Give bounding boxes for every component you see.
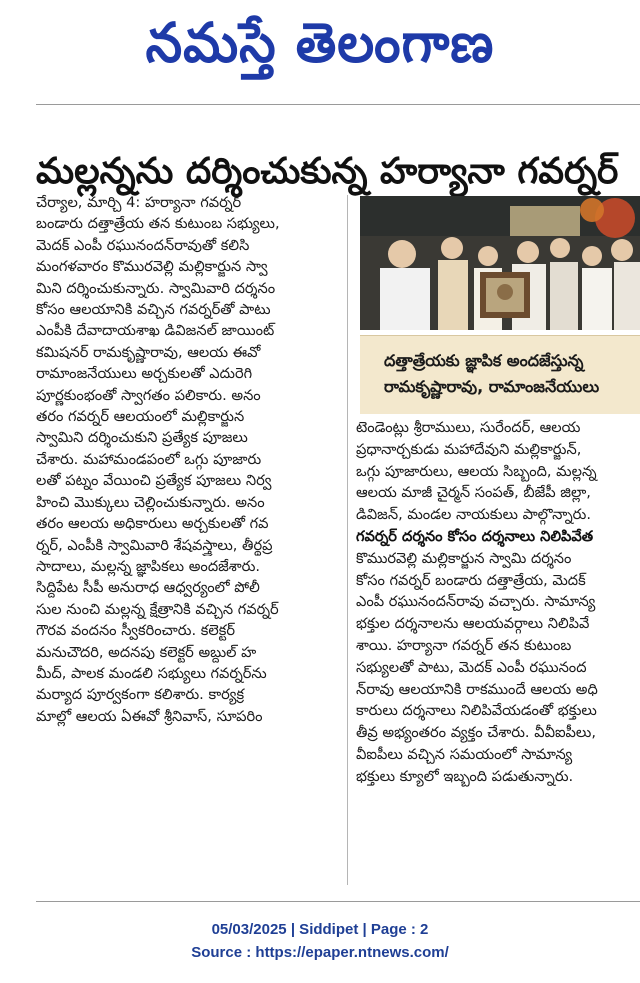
column-divider [347,195,348,885]
body-line: ఎంపీకి దేవాదాయశాఖ డివిజనల్ జాయింట్ [36,322,275,340]
body-line: రామాంజనేయులు అర్చకులతో ఎదురెగి [36,365,253,383]
body-line: శాయి. హర్యానా గవర్నర్ తన కుటుంబ [356,636,572,654]
body-line: లతో పట్నం వేయించి ప్రత్యేక పూజలు నిర్వ [36,472,272,490]
body-line: తీవ్ర అభ్యంతరం వ్యక్తం చేశారు. వీవీఐపీలు, [356,724,596,742]
source-link[interactable]: Source : https://epaper.ntnews.com/ [191,944,449,961]
page-footer [0,918,640,964]
body-line: కోసం గవర్నర్ బండారు దత్తాత్రేయ, మెదక్ [356,571,586,589]
body-line: గౌరవ వందనం స్వీకరించారు. కలెక్టర్ [36,622,235,640]
body-line: ఒగ్గు పూజారులు, ఆలయ సిబ్బంది, మల్లన్న [356,462,597,480]
body-line: మర్యాద పూర్వకంగా కలిశారు. కార్యక్ర [36,686,245,704]
body-line: వీఐపీలు వచ్చిన సమయంలో సామాన్య [356,745,573,763]
body-line: మనుచౌదరి, అదనపు కలెక్టర్ అబ్దుల్ హ [36,643,257,661]
top-divider [36,104,640,105]
body-line: కొమురవెల్లి మల్లికార్జున స్వామి దర్శనం [356,549,572,567]
body-line: మిని దర్శించుకున్నారు. స్వామివారి దర్శనం [36,279,276,297]
newspaper-logo: నమస్తే తెలంగాణ [145,11,495,75]
body-line: తరం ఆలయ అధికారులు అర్చకులతో గవ [36,515,269,533]
body-line: ర్నర్, ఎంపీకి స్వామివారి శేషవస్త్రాలు, తీర్థప్ర [36,536,273,554]
body-line: సుల నుంచి మల్లన్న క్షేత్రానికి వచ్చిన గవర్నర్ [36,600,279,618]
body-line: ఆలయ మాజీ చైర్మన్ సంపత్, బీజేపీ జిల్లా, [356,484,591,502]
body-line: డివిజన్, మండల నాయకులు పాల్గొన్నారు. [356,506,591,524]
article-headline: మల్లన్నను దర్శించుకున్న హర్యానా గవర్నర్ [36,151,619,193]
body-line: సభ్యులతో పాటు, మెదక్ ఎంపీ రఘునంద [356,658,587,676]
body-line: మెదక్ ఎంపీ రఘునందన్‌రావుతో కలిసి [36,236,250,254]
body-line: సిద్దిపేట సీపీ అనురాధ ఆధ్వర్యంలో పోలీ [36,579,260,597]
body-line: మంగళవారం కొమురవెల్లి మల్లికార్జున స్వా [36,258,268,276]
edition-info: 05/03/2025 | Siddipet | Page : 2 [211,921,429,938]
caption-line: రామకృష్ణారావు, రామాంజనేయులు [384,377,600,396]
body-line: కారులు దర్శనాలు నిలిపివేయడంతో భక్తులు [356,702,597,720]
body-line: కమిషనర్ రామకృష్ణారావు, ఆలయ ఈవో [36,343,261,361]
body-line: ప్రధానార్చకుడు మహాదేవుని మల్లికార్జున్, [356,440,582,458]
article-body-left-column [36,192,342,888]
article-subheading: గవర్నర్ దర్శనం కోసం దర్శనాలు నిలిపివేత [356,527,594,545]
body-line: మాల్లో ఆలయ ఏఈవో శ్రీనివాస్, సూపరిం [36,707,263,725]
body-line: తరం గవర్నర్ ఆలయంలో మల్లికార్జున [36,408,245,426]
photo-caption [360,335,640,414]
article-body-right-column [356,417,640,887]
body-line: సాదాలు, మల్లన్న జ్ఞాపికలు అందజేశారు. [36,557,261,575]
body-line: భక్తుల దర్శనాలను ఆలయవర్గాలు నిలిపివే [356,615,590,633]
body-line: బండారు దత్తాత్రేయ తన కుటుంబ సభ్యులు, [36,215,280,233]
body-line: పూర్ణకుంభంతో స్వాగతం పలికారు. అనం [36,386,261,404]
body-line: చేశారు. మహామండపంలో ఒగ్గు పూజారు [36,450,262,468]
body-line: టెండెంట్లు శ్రీరాములు, సురేందర్, ఆలయ [356,419,581,436]
body-line: హించి మొక్కులు చెల్లించుకున్నారు. అనం [36,493,265,511]
body-line: ఎంపీ రఘునందన్‌రావు వచ్చారు. సామాన్య [356,593,596,611]
body-line: చేర్యాల, మార్చి 4: హర్యానా గవర్నర్ [36,194,242,211]
body-line: మీద్, పాలక మండలి సభ్యులు గవర్నర్‌ను [36,664,267,682]
news-photo [360,196,640,330]
bottom-divider [36,901,640,902]
masthead [0,0,640,100]
photo-illustration [360,196,640,330]
caption-line: దత్తాత్రేయకు జ్ఞాపిక అందజేస్తున్న [384,351,584,370]
body-line: కోసం ఆలయానికి వచ్చిన గవర్నర్‌తో పాటు [36,301,271,319]
body-line: న్‌రావు ఆలయానికి రాకముందే ఆలయ అధి [356,680,598,698]
body-line: స్వామిని దర్శించుకుని ప్రత్యేక పూజలు [36,429,248,447]
body-line: భక్తులు క్యూలో ఇబ్బంది పడుతున్నారు. [356,767,574,785]
